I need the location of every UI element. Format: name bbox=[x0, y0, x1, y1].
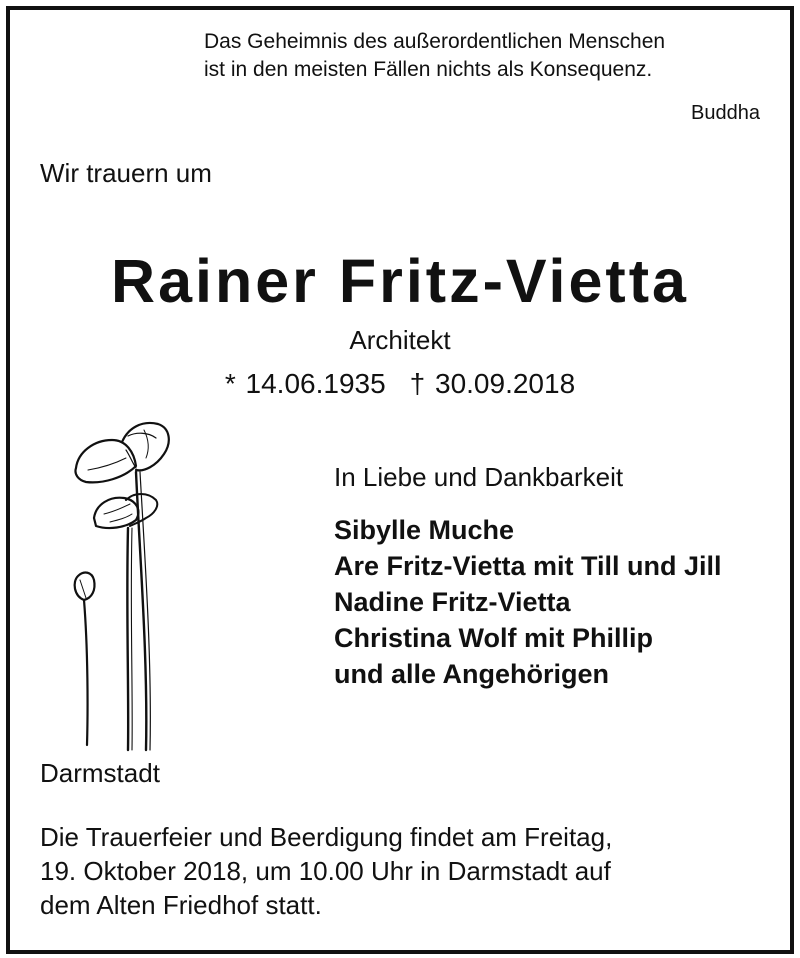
quote bbox=[204, 28, 760, 84]
mourners-list bbox=[334, 512, 722, 692]
mourner-name: Are Fritz-Vietta mit Till und Jill bbox=[334, 551, 722, 581]
notice-line: 19. Oktober 2018, um 10.00 Uhr in Darmstadt auf bbox=[40, 856, 611, 886]
birth-date: * 14.06.1935 bbox=[224, 368, 386, 399]
notice-line: dem Alten Friedhof statt. bbox=[40, 890, 322, 920]
quote-line: Das Geheimnis des außerordentlichen Menschen bbox=[204, 30, 666, 53]
intro-text: Wir trauern um bbox=[40, 158, 212, 188]
funeral-notice bbox=[40, 820, 780, 922]
mourners-intro: In Liebe und Dankbarkeit bbox=[334, 462, 624, 492]
mourner-name: Christina Wolf mit Phillip bbox=[334, 623, 654, 653]
poppy-flower-icon bbox=[66, 410, 186, 755]
mourner-name: und alle Angehörigen bbox=[334, 659, 610, 689]
quote-author: Buddha bbox=[691, 102, 760, 124]
notice-line: Die Trauerfeier und Beerdigung findet am Freitag, bbox=[40, 822, 613, 852]
place-text: Darmstadt bbox=[40, 758, 160, 788]
deceased-profession: Architekt bbox=[349, 325, 451, 355]
mourner-name: Sibylle Muche bbox=[334, 515, 515, 545]
deceased-name: Rainer Fritz-Vietta bbox=[111, 247, 689, 315]
quote-line: ist in den meisten Fällen nichts als Konsequenz. bbox=[204, 58, 653, 81]
life-dates bbox=[0, 368, 800, 400]
death-date: † 30.09.2018 bbox=[409, 368, 576, 399]
mourner-name: Nadine Fritz-Vietta bbox=[334, 587, 571, 617]
